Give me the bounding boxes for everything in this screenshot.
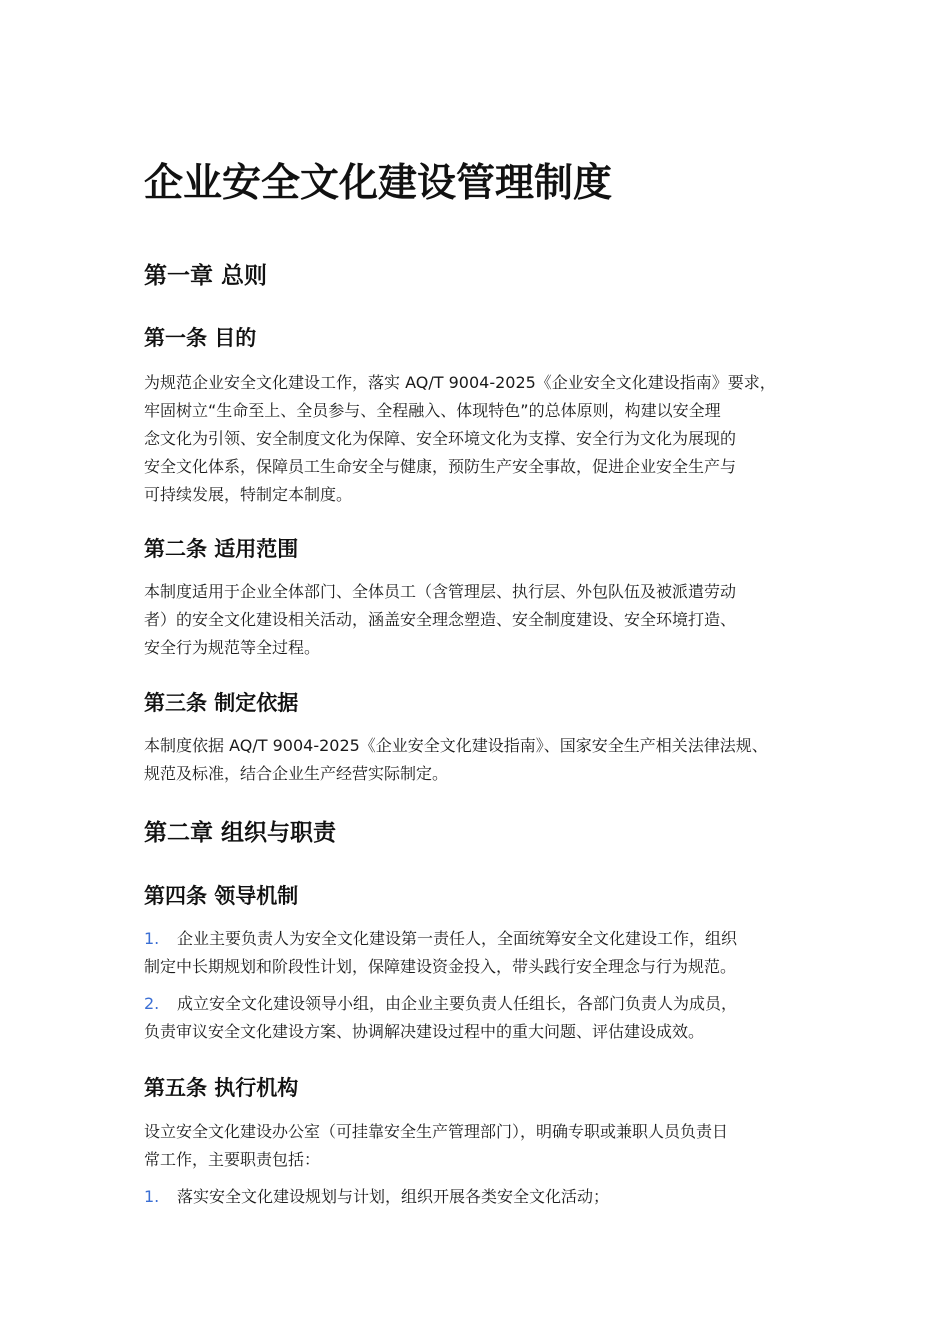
article-2-line: 安全行为规范等全过程。 (144, 638, 321, 657)
article-5-body (144, 1118, 824, 1174)
article-4-heading: 第四条 领导机制 (144, 884, 299, 908)
article-2-body (144, 578, 824, 662)
article-1-line: 可持续发展，特制定本制度。 (144, 485, 353, 504)
article-4-item-1-line: 制定中长期规划和阶段性计划，保障建设资金投入，带头践行安全理念与行为规范。 (144, 957, 737, 976)
article-5-item-1-text: 落实安全文化建设规划与计划，组织开展各类安全文化活动； (177, 1187, 610, 1206)
article-5-heading: 第五条 执行机构 (144, 1076, 299, 1100)
list-number: 2. (144, 994, 160, 1013)
article-5-line: 设立安全文化建设办公室（可挂靠安全生产管理部门），明确专职或兼职人员负责日 (144, 1122, 729, 1141)
article-2-line: 本制度适用于企业全体部门、全体员工（含管理层、执行层、外包队伍及被派遣劳动 (144, 582, 737, 601)
article-1-line: 牢固树立“生命至上、全员参与、全程融入、体现特色”的总体原则，构建以安全理 (144, 401, 721, 420)
article-1-heading: 第一条 目的 (144, 326, 257, 350)
article-4-list-item (144, 990, 824, 1046)
article-4-item-2-line (144, 990, 824, 1018)
article-3-body (144, 732, 824, 788)
article-4-item-2-line: 负责审议安全文化建设方案、协调解决建设过程中的重大问题、评估建设成效。 (144, 1022, 705, 1041)
list-number: 1. (144, 1187, 160, 1206)
article-4-item-1-text: 企业主要负责人为安全文化建设第一责任人，全面统筹安全文化建设工作，组织 (177, 929, 738, 948)
list-number: 1. (144, 929, 160, 948)
article-3-line: 本制度依据 AQ/T 9004-2025《企业安全文化建设指南》、国家安全生产相关法律法规、 (144, 736, 768, 755)
article-2-heading: 第二条 适用范围 (144, 537, 299, 561)
article-3-heading: 第三条 制定依据 (144, 691, 299, 715)
article-3-line: 规范及标准，结合企业生产经营实际制定。 (144, 764, 449, 783)
article-2-line: 者）的安全文化建设相关活动，涵盖安全理念塑造、安全制度建设、安全环境打造、 (144, 610, 737, 629)
article-5-item-1-line (144, 1183, 824, 1211)
chapter-1-heading: 第一章 总则 (144, 263, 268, 289)
article-1-body (144, 369, 824, 509)
article-4-list-item (144, 925, 824, 981)
article-4-item-2-text: 成立安全文化建设领导小组，由企业主要负责人任组长，各部门负责人为成员， (177, 994, 738, 1013)
article-5-list-item (144, 1183, 824, 1211)
article-1-line: 为规范企业安全文化建设工作，落实 AQ/T 9004-2025《企业安全文化建设指南》要求， (144, 373, 776, 392)
article-1-line: 安全文化体系，保障员工生命安全与健康，预防生产安全事故，促进企业安全生产与 (144, 457, 737, 476)
article-4-item-1-line (144, 925, 824, 953)
article-1-line: 念文化为引领、安全制度文化为保障、安全环境文化为支撑、安全行为文化为展现的 (144, 429, 737, 448)
chapter-2-heading: 第二章 组织与职责 (144, 820, 337, 846)
article-5-line: 常工作，主要职责包括： (144, 1150, 321, 1169)
document-title: 企业安全文化建设管理制度 (144, 161, 613, 206)
